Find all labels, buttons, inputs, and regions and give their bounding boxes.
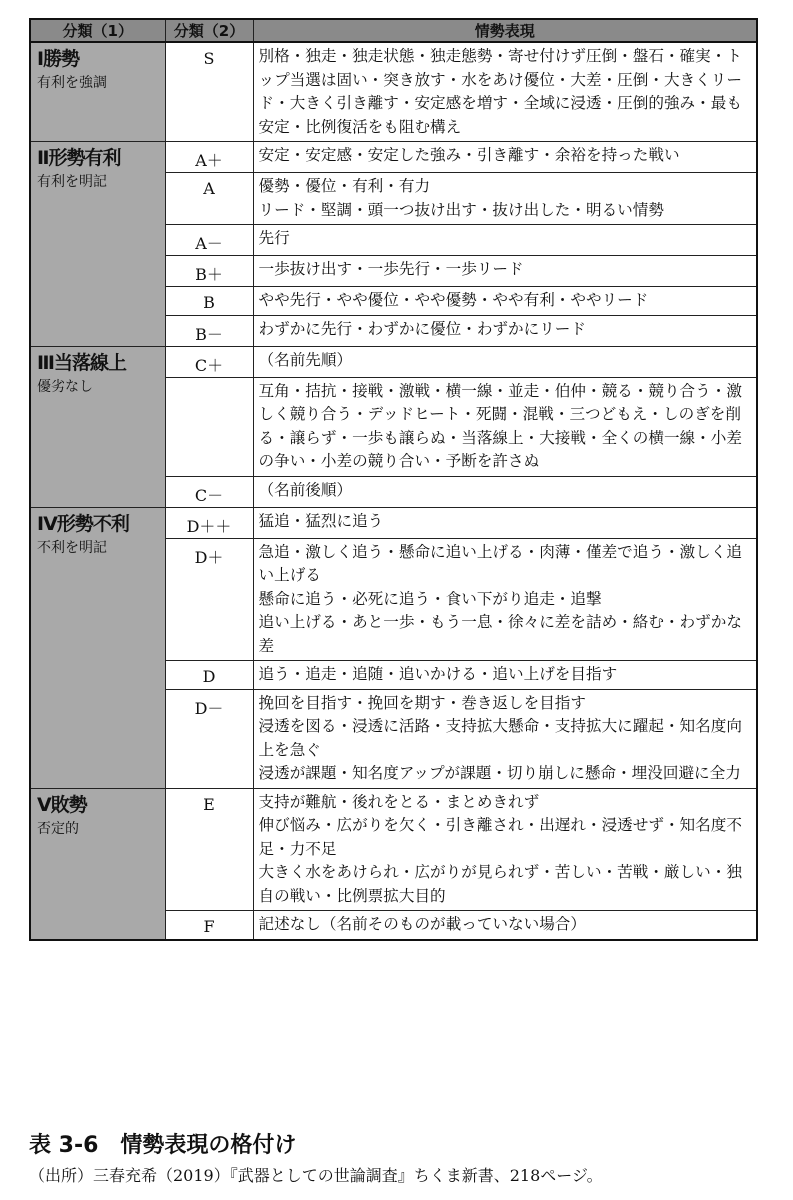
category-name: Ⅰ勝勢 bbox=[37, 48, 80, 70]
expression-line: 安定・安定感・安定した強み・引き離す・余裕を持った戦い bbox=[258, 146, 680, 164]
expression-line: 伸び悩み・広がりを欠く・引き離され・出遅れ・浸透せず・知名度不足・力不足 bbox=[258, 816, 742, 858]
category-cell bbox=[30, 788, 165, 940]
header-expression: 情勢表現 bbox=[253, 19, 757, 42]
table-caption: 表 3-6 情勢表現の格付け bbox=[29, 1133, 297, 1158]
expression-cell bbox=[253, 661, 757, 690]
grade-cell: B bbox=[165, 287, 253, 316]
expression-cell bbox=[253, 538, 757, 661]
expression-cell bbox=[253, 377, 757, 476]
table-row bbox=[30, 142, 757, 173]
category-cell bbox=[30, 42, 165, 142]
category-subtitle: 否定的 bbox=[37, 820, 79, 837]
expression-cell bbox=[253, 142, 757, 173]
category-subtitle: 優劣なし bbox=[37, 378, 93, 395]
expression-line: （名前先順） bbox=[258, 350, 353, 369]
expression-cell bbox=[253, 507, 757, 538]
expression-line: 記述なし（名前そのものが載っていない場合） bbox=[258, 915, 586, 933]
expression-line: 追い上げる・あと一歩・もう一息・徐々に差を詰め・絡む・わずかな差 bbox=[258, 613, 742, 655]
table-row bbox=[30, 346, 757, 377]
expression-line: やや先行・やや優位・やや優勢・やや有利・ややリード bbox=[258, 291, 649, 309]
expression-cell bbox=[253, 173, 757, 225]
grade-cell bbox=[165, 377, 253, 476]
expression-line: 急追・激しく追う・懸命に追い上げる・肉薄・僅差で追う・激しく追い上げる bbox=[258, 542, 742, 584]
expression-cell bbox=[253, 256, 757, 287]
expression-line: 浸透が課題・知名度アップが課題・切り崩しに懸命・埋没回避に全力 bbox=[258, 764, 741, 782]
expression-line: わずかに先行・わずかに優位・わずかにリード bbox=[258, 319, 586, 338]
expression-line: 先行 bbox=[258, 229, 290, 247]
grade-cell: F bbox=[165, 911, 253, 940]
source-note: （出所）三春充希（2019）『武器としての世論調査』ちくま新書、218ページ。 bbox=[29, 1166, 603, 1185]
grade-cell: D bbox=[165, 661, 253, 690]
category-subtitle: 有利を明記 bbox=[37, 174, 107, 190]
rating-table bbox=[29, 18, 758, 941]
expression-line: 追う・追走・追随・追いかける・追い上げを目指す bbox=[258, 665, 618, 683]
grade-cell: C－ bbox=[165, 476, 253, 507]
expression-cell bbox=[253, 911, 757, 940]
table-body bbox=[30, 42, 757, 940]
expression-cell bbox=[253, 315, 757, 346]
table-container bbox=[29, 18, 756, 941]
header-category-1: 分類（1） bbox=[30, 19, 165, 42]
expression-line: リード・堅調・頭一つ抜け出す・抜け出した・明るい情勢 bbox=[258, 200, 664, 219]
table-row bbox=[30, 788, 757, 911]
expression-line: 支持が難航・後れをとる・まとめきれず bbox=[258, 792, 540, 811]
expression-line: 大きく水をあけられ・広がりが見られず・苦しい・苦戦・厳しい・独自の戦い・比例票拡大目的 bbox=[258, 863, 742, 905]
expression-line: 別格・独走・独走状態・独走態勢・寄せ付けず圧倒・盤石・確実・トップ当選は固い・突き放す・水をあけ優位・大差・圧倒・大きくリード・大きく引き離す・安定感を増す・全域に浸透・圧倒的強み・最も安定・比例復活をも阻む構え bbox=[258, 47, 742, 136]
category-name: Ⅴ敗勢 bbox=[37, 793, 87, 816]
category-name: Ⅳ形勢不利 bbox=[37, 512, 129, 535]
grade-cell: E bbox=[165, 788, 253, 911]
category-name: Ⅱ形勢有利 bbox=[37, 147, 121, 169]
grade-cell: C＋ bbox=[165, 346, 253, 377]
category-subtitle: 不利を明記 bbox=[37, 539, 107, 556]
expression-line: 懸命に追う・必死に追う・食い下がり追走・追撃 bbox=[258, 589, 602, 608]
table-row bbox=[30, 507, 757, 538]
grade-cell: D－ bbox=[165, 689, 253, 788]
category-subtitle: 有利を強調 bbox=[37, 75, 107, 91]
grade-cell: A bbox=[165, 173, 253, 225]
expression-line: （名前後順） bbox=[258, 480, 353, 499]
category-name: Ⅲ当落線上 bbox=[37, 351, 126, 374]
expression-cell bbox=[253, 42, 757, 142]
header-category-2: 分類（2） bbox=[165, 19, 253, 42]
grade-cell: B－ bbox=[165, 315, 253, 346]
expression-cell bbox=[253, 788, 757, 911]
expression-cell bbox=[253, 225, 757, 256]
expression-cell bbox=[253, 689, 757, 788]
grade-cell: A＋ bbox=[165, 142, 253, 173]
grade-cell: S bbox=[165, 42, 253, 142]
table-header-row bbox=[30, 19, 757, 42]
expression-line: 互角・拮抗・接戦・激戦・横一線・並走・伯仲・競る・競り合う・激しく競り合う・デッドヒート・死闘・混戦・三つどもえ・しのぎを削る・譲らず・一歩も譲らぬ・当落線上・大接戦・全くの横一線・小差の争い・小差の競り合い・予断を許さぬ bbox=[258, 381, 742, 470]
category-cell bbox=[30, 346, 165, 507]
expression-line: 優勢・優位・有利・有力 bbox=[258, 177, 431, 195]
grade-cell: D＋＋ bbox=[165, 507, 253, 538]
category-cell bbox=[30, 142, 165, 347]
expression-line: 挽回を目指す・挽回を期す・巻き返しを目指す bbox=[258, 693, 586, 712]
table-row bbox=[30, 42, 757, 142]
expression-line: 浸透を図る・浸透に活路・支持拡大懸命・支持拡大に躍起・知名度向上を急ぐ bbox=[258, 717, 742, 759]
grade-cell: A－ bbox=[165, 225, 253, 256]
expression-cell bbox=[253, 287, 757, 316]
grade-cell: D＋ bbox=[165, 538, 253, 661]
expression-line: 猛追・猛烈に追う bbox=[258, 511, 384, 530]
grade-cell: B＋ bbox=[165, 256, 253, 287]
expression-cell bbox=[253, 346, 757, 377]
category-cell bbox=[30, 507, 165, 788]
expression-line: 一歩抜け出す・一歩先行・一歩リード bbox=[258, 260, 524, 278]
expression-cell bbox=[253, 476, 757, 507]
